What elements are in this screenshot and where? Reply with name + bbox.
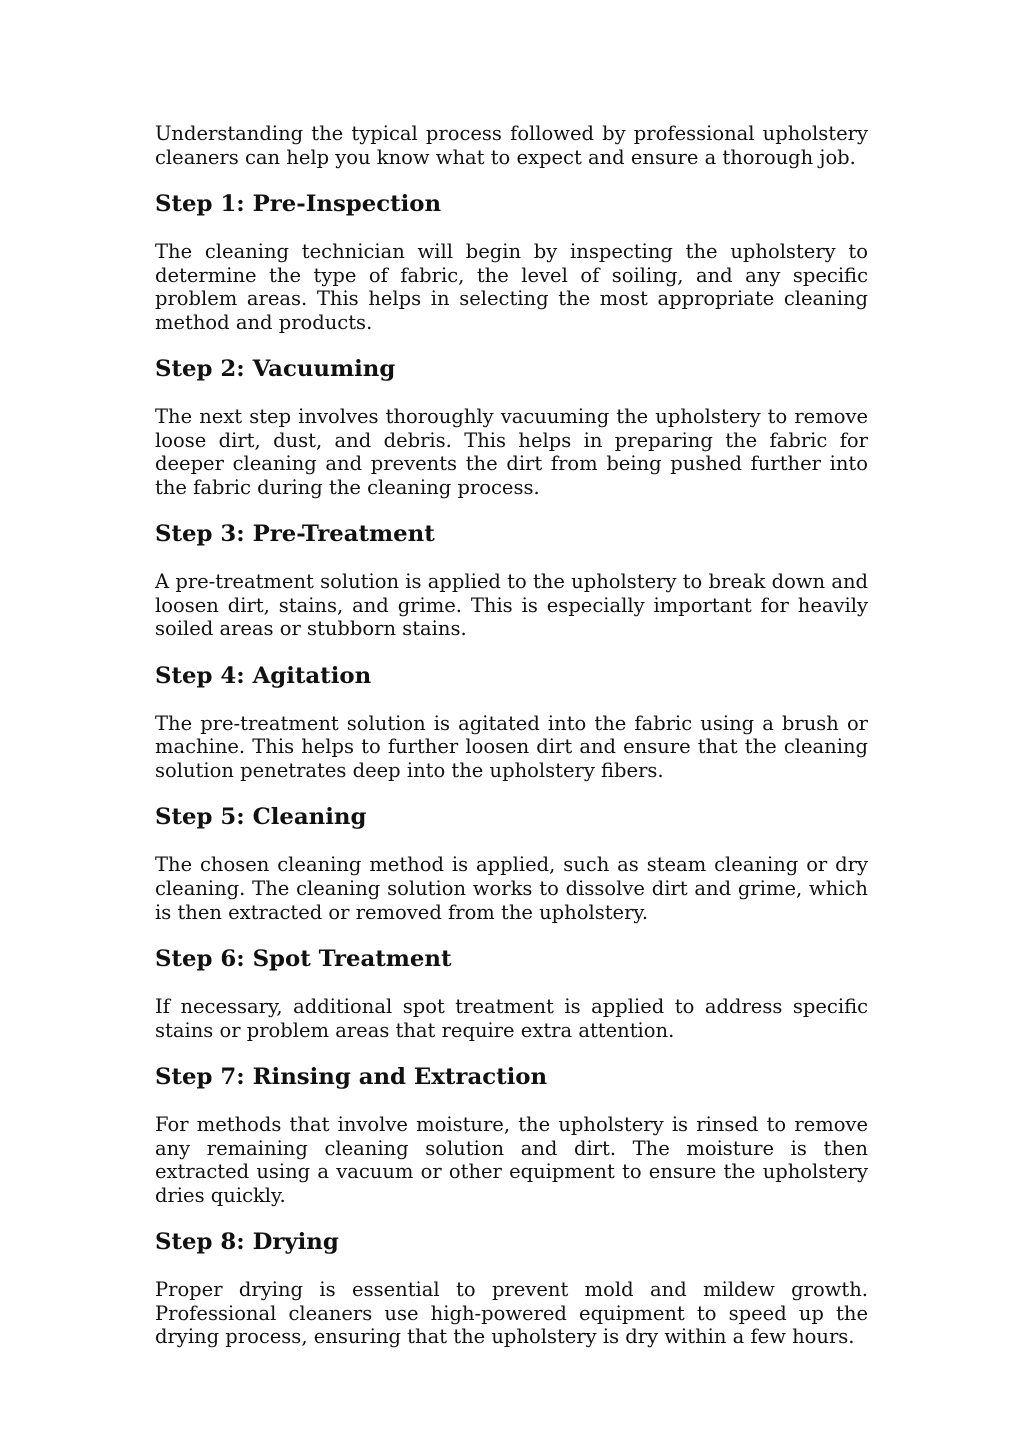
step-3-body: A pre-treatment solution is applied to the upholstery to break down and loosen dirt, stains, and grime. This is especially important for heavily soiled areas or stubborn stains. (155, 570, 868, 641)
step-4-body: The pre-treatment solution is agitated into the fabric using a brush or machine. This helps to further loosen dirt and ensure that the cleaning solution penetrates deep into the upholstery fibers. (155, 711, 868, 783)
step-2-body: The next step involves thoroughly vacuuming the upholstery to remove loose dirt, dust, and debris. This helps in preparing the fabric for deeper cleaning and prevents the dirt from being pushed further into the fabric during the cleaning process. (155, 405, 868, 499)
step-8-body: Proper drying is essential to prevent mold and mildew growth. Professional cleaners use high-powered equipment to speed up the drying process, ensuring that the upholstery is dry within a few hours. (155, 1278, 868, 1349)
step-8-heading: Step 8: Drying (155, 1228, 339, 1255)
step-2-heading: Step 2: Vacuuming (155, 355, 396, 382)
intro-paragraph: Understanding the typical process followed by professional upholstery cleaners can help you know what to expect and ensure a thorough job. (155, 122, 868, 169)
step-3-heading: Step 3: Pre-Treatment (155, 521, 435, 548)
step-7-body: For methods that involve moisture, the upholstery is rinsed to remove any remaining cleaning solution and dirt. The moisture is then extracted using a vacuum or other equipment to ensure the upholstery dries quickly. (155, 1112, 868, 1207)
step-7-heading: Step 7: Rinsing and Extraction (155, 1063, 548, 1090)
step-6-body: If necessary, additional spot treatment is applied to address specific stains or problem areas that require extra attention. (155, 994, 868, 1042)
step-6-heading: Step 6: Spot Treatment (155, 945, 452, 972)
step-5-body: The chosen cleaning method is applied, such as steam cleaning or dry cleaning. The cleaning solution works to dissolve dirt and grime, which is then extracted or removed from the upholstery. (155, 853, 868, 924)
step-1-body: The cleaning technician will begin by inspecting the upholstery to determine the type of fabric, the level of soiling, and any specific problem areas. This helps in selecting the most appropriate cleaning method and products. (155, 239, 868, 334)
step-4-heading: Step 4: Agitation (155, 662, 372, 689)
step-5-heading: Step 5: Cleaning (155, 804, 367, 831)
document-page (155, 122, 868, 1372)
step-1-heading: Step 1: Pre-Inspection (155, 190, 442, 217)
